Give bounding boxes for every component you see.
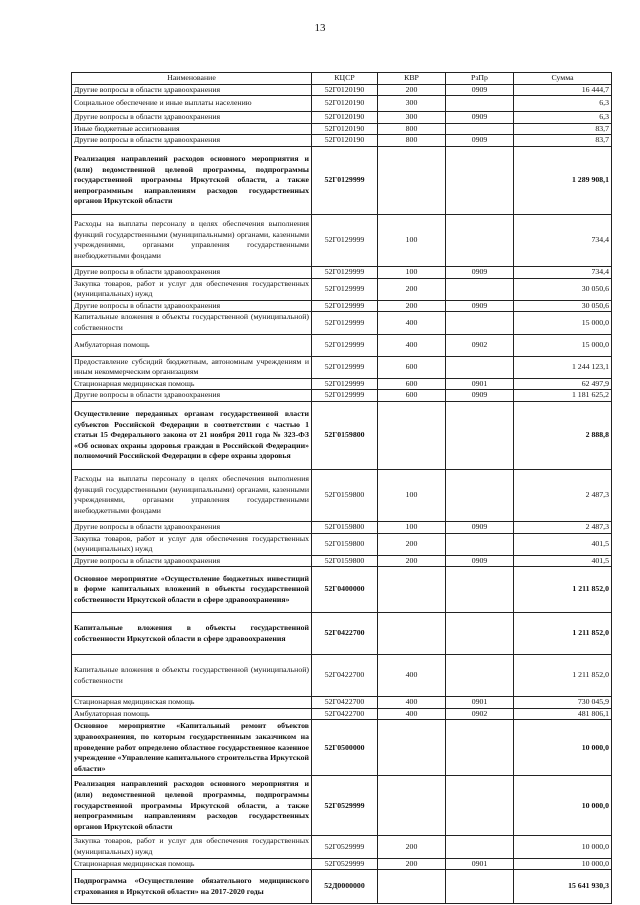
cell-kvr: 400: [378, 708, 446, 720]
cell-sum: 83,7: [514, 135, 612, 147]
cell-kvr: 200: [378, 533, 446, 555]
header-name: Наименование: [72, 73, 312, 85]
table-row: [72, 356, 612, 378]
cell-rzpr: 0909: [446, 555, 514, 567]
cell-name: Другие вопросы в области здравоохранения: [72, 521, 312, 533]
cell-name: Амбулаторная помощь: [72, 334, 312, 356]
cell-name: Закупка товаров, работ и услуг для обеспечения государственных (муниципальных) нужд: [72, 836, 312, 858]
cell-kvr: 100: [378, 214, 446, 266]
cell-sum: 10 000,0: [514, 836, 612, 858]
cell-kvr: 200: [378, 300, 446, 312]
table-row: [72, 858, 612, 870]
table-row: [72, 278, 612, 300]
header-kcsr: КЦСР: [312, 73, 378, 85]
cell-kvr: 300: [378, 112, 446, 124]
cell-kvr: [378, 567, 446, 613]
cell-rzpr: [446, 146, 514, 214]
cell-sum: 6,3: [514, 112, 612, 124]
cell-kvr: 200: [378, 858, 446, 870]
table-row: [72, 96, 612, 112]
cell-rzpr: [446, 870, 514, 904]
cell-kvr: 400: [378, 334, 446, 356]
cell-name: Основное мероприятие «Осуществление бюджетных инвестиций в форме капитальных вложений в объекты государственной собственности Иркутской области в сфере здравоохранения»: [72, 567, 312, 613]
cell-kcsr: 52Г0129999: [312, 378, 378, 390]
cell-name: Реализация направлений расходов основного мероприятия и (или) ведомственной целевой программы, подпрограммы государственной программы Иркутской области, а также непрограммным направлениям расходов государственных органов Иркутской области: [72, 146, 312, 214]
cell-sum: 10 000,0: [514, 858, 612, 870]
cell-sum: 730 045,9: [514, 697, 612, 709]
cell-rzpr: [446, 776, 514, 836]
cell-sum: 401,5: [514, 533, 612, 555]
cell-kvr: 400: [378, 697, 446, 709]
cell-rzpr: [446, 214, 514, 266]
table-row: [72, 266, 612, 278]
table-row: [72, 390, 612, 402]
cell-name: Капитальные вложения в объекты государственной (муниципальной) собственности: [72, 312, 312, 334]
cell-kvr: 400: [378, 655, 446, 697]
cell-rzpr: 0901: [446, 697, 514, 709]
cell-kcsr: 52Г0529999: [312, 836, 378, 858]
cell-name: Стационарная медицинская помощь: [72, 697, 312, 709]
table-row: [72, 469, 612, 521]
table-row: [72, 112, 612, 124]
cell-rzpr: 0901: [446, 858, 514, 870]
cell-kcsr: 52Г0120190: [312, 123, 378, 135]
cell-name: Капитальные вложения в объекты государственной собственности Иркутской области в сфере здравоохранения: [72, 613, 312, 655]
cell-name: Капитальные вложения в объекты государственной (муниципальной) собственности: [72, 655, 312, 697]
header-kvr: КВР: [378, 73, 446, 85]
cell-name: Амбулаторная помощь: [72, 708, 312, 720]
cell-name: Предоставление субсидий бюджетным, автономным учреждениям и иным некоммерческим организациям: [72, 356, 312, 378]
cell-sum: 1 181 625,2: [514, 390, 612, 402]
cell-name: Закупка товаров, работ и услуг для обеспечения государственных (муниципальных) нужд: [72, 533, 312, 555]
cell-name: Другие вопросы в области здравоохранения: [72, 135, 312, 147]
cell-sum: 15 000,0: [514, 312, 612, 334]
table-row: [72, 533, 612, 555]
cell-sum: 30 050,6: [514, 300, 612, 312]
table-row: [72, 697, 612, 709]
cell-sum: 1 244 123,1: [514, 356, 612, 378]
cell-rzpr: [446, 401, 514, 469]
cell-rzpr: [446, 655, 514, 697]
table-row: [72, 214, 612, 266]
header-rzpr: РзПр: [446, 73, 514, 85]
cell-kvr: [378, 720, 446, 776]
cell-rzpr: 0902: [446, 708, 514, 720]
cell-rzpr: 0909: [446, 521, 514, 533]
cell-kcsr: 52Г0159800: [312, 521, 378, 533]
budget-table: [71, 72, 612, 904]
cell-name: Закупка товаров, работ и услуг для обеспечения государственных (муниципальных) нужд: [72, 278, 312, 300]
cell-name: Социальное обеспечение и иные выплаты населению: [72, 96, 312, 112]
cell-kvr: 600: [378, 390, 446, 402]
cell-rzpr: [446, 533, 514, 555]
cell-kcsr: 52Г0500000: [312, 720, 378, 776]
cell-name: Другие вопросы в области здравоохранения: [72, 84, 312, 96]
table-row: [72, 300, 612, 312]
table-row: [72, 146, 612, 214]
cell-kvr: 600: [378, 378, 446, 390]
cell-kcsr: 52Г0129999: [312, 356, 378, 378]
table-row: [72, 836, 612, 858]
table-row: [72, 84, 612, 96]
cell-name: Иные бюджетные ассигнования: [72, 123, 312, 135]
cell-kcsr: 52Г0120190: [312, 112, 378, 124]
table-row: [72, 123, 612, 135]
cell-sum: 62 497,9: [514, 378, 612, 390]
table-row: [72, 613, 612, 655]
cell-rzpr: [446, 567, 514, 613]
cell-kvr: 400: [378, 312, 446, 334]
cell-sum: 734,4: [514, 214, 612, 266]
table-row: [72, 567, 612, 613]
cell-name: Другие вопросы в области здравоохранения: [72, 112, 312, 124]
header-sum: Сумма: [514, 73, 612, 85]
cell-sum: 15 000,0: [514, 334, 612, 356]
cell-kvr: [378, 613, 446, 655]
cell-rzpr: 0909: [446, 135, 514, 147]
table-row: [72, 870, 612, 904]
table-header-row: [72, 73, 612, 85]
cell-sum: 30 050,6: [514, 278, 612, 300]
cell-name: Расходы на выплаты персоналу в целях обеспечения выполнения функций государственными (муниципальными) органами, казенными учреждениями, органами управления государственными внебюджетными фондами: [72, 469, 312, 521]
cell-kvr: 100: [378, 521, 446, 533]
cell-sum: 2 888,8: [514, 401, 612, 469]
cell-kvr: 300: [378, 96, 446, 112]
table-row: [72, 378, 612, 390]
cell-kcsr: 52Г0120190: [312, 84, 378, 96]
table-row: [72, 135, 612, 147]
cell-kvr: 200: [378, 836, 446, 858]
cell-rzpr: [446, 312, 514, 334]
cell-kcsr: 52Г0422700: [312, 697, 378, 709]
cell-sum: 16 444,7: [514, 84, 612, 96]
cell-kcsr: 52Г0422700: [312, 655, 378, 697]
cell-kvr: 600: [378, 356, 446, 378]
cell-kvr: 100: [378, 266, 446, 278]
cell-sum: 1 211 852,0: [514, 655, 612, 697]
cell-rzpr: [446, 96, 514, 112]
cell-sum: 2 487,3: [514, 469, 612, 521]
cell-rzpr: [446, 278, 514, 300]
cell-rzpr: 0909: [446, 112, 514, 124]
cell-name: Расходы на выплаты персоналу в целях обеспечения выполнения функций государственными (муниципальными) органами, казенными учреждениями, органами управления государственными внебюджетными фондами: [72, 214, 312, 266]
cell-rzpr: [446, 836, 514, 858]
cell-rzpr: 0901: [446, 378, 514, 390]
cell-kcsr: 52Г0129999: [312, 146, 378, 214]
cell-kcsr: 52Г0129999: [312, 334, 378, 356]
cell-kcsr: 52Г0159800: [312, 555, 378, 567]
cell-kcsr: 52Г0529999: [312, 858, 378, 870]
table-body: [72, 84, 612, 904]
cell-name: Другие вопросы в области здравоохранения: [72, 266, 312, 278]
cell-kcsr: 52Г0129999: [312, 300, 378, 312]
cell-kcsr: 52Г0159800: [312, 469, 378, 521]
cell-kcsr: 52Г0422700: [312, 613, 378, 655]
cell-kcsr: 52Г0400000: [312, 567, 378, 613]
cell-kcsr: 52Г0129999: [312, 390, 378, 402]
cell-kcsr: 52Г0159800: [312, 401, 378, 469]
table-row: [72, 708, 612, 720]
cell-rzpr: 0909: [446, 300, 514, 312]
cell-rzpr: [446, 123, 514, 135]
cell-kcsr: 52Г0129999: [312, 266, 378, 278]
cell-kcsr: 52Г0422700: [312, 708, 378, 720]
table-row: [72, 521, 612, 533]
cell-kvr: 200: [378, 278, 446, 300]
cell-name: Реализация направлений расходов основного мероприятия и (или) ведомственной целевой программы, подпрограммы государственной программы Иркутской области, а также непрограммным направлениям расходов государственных органов Иркутской области: [72, 776, 312, 836]
cell-kvr: [378, 870, 446, 904]
table-row: [72, 312, 612, 334]
cell-kcsr: 52Д0000000: [312, 870, 378, 904]
cell-kvr: 800: [378, 135, 446, 147]
cell-name: Осуществление переданных органам государственной власти субъектов Российской Федерации в соответствии с частью 1 статьи 15 Федерального закона от 21 ноября 2011 года № 323-ФЗ «Об основах охраны здоровья граждан в Российской Федерации» полномочий Российской Федерации в сфере охраны здоровья: [72, 401, 312, 469]
table-row: [72, 776, 612, 836]
cell-kcsr: 52Г0120190: [312, 96, 378, 112]
cell-rzpr: 0909: [446, 266, 514, 278]
cell-sum: 2 487,3: [514, 521, 612, 533]
cell-sum: 1 211 852,0: [514, 613, 612, 655]
cell-rzpr: [446, 469, 514, 521]
cell-sum: 481 806,1: [514, 708, 612, 720]
table-row: [72, 334, 612, 356]
cell-rzpr: 0909: [446, 84, 514, 96]
cell-name: Стационарная медицинская помощь: [72, 858, 312, 870]
cell-kcsr: 52Г0129999: [312, 278, 378, 300]
cell-name: Другие вопросы в области здравоохранения: [72, 555, 312, 567]
cell-name: Стационарная медицинская помощь: [72, 378, 312, 390]
cell-kcsr: 52Г0129999: [312, 214, 378, 266]
table-row: [72, 720, 612, 776]
table-row: [72, 655, 612, 697]
cell-kvr: 200: [378, 84, 446, 96]
cell-kvr: 100: [378, 469, 446, 521]
cell-sum: 6,3: [514, 96, 612, 112]
cell-kcsr: 52Г0120190: [312, 135, 378, 147]
cell-kvr: 800: [378, 123, 446, 135]
cell-sum: 401,5: [514, 555, 612, 567]
cell-name: Другие вопросы в области здравоохранения: [72, 390, 312, 402]
table-row: [72, 555, 612, 567]
cell-rzpr: 0902: [446, 334, 514, 356]
cell-rzpr: [446, 356, 514, 378]
cell-sum: 10 000,0: [514, 776, 612, 836]
cell-kvr: 200: [378, 555, 446, 567]
cell-kvr: [378, 146, 446, 214]
table-row: [72, 401, 612, 469]
cell-rzpr: [446, 720, 514, 776]
cell-kcsr: 52Г0159800: [312, 533, 378, 555]
cell-sum: 10 000,0: [514, 720, 612, 776]
cell-name: Основное мероприятие «Капитальный ремонт объектов здравоохранения, по которым государственным заказчиком на проведение работ определено областное государственное казенное учреждение «Управление капитального строительства Иркутской области»: [72, 720, 312, 776]
cell-kvr: [378, 776, 446, 836]
cell-rzpr: 0909: [446, 390, 514, 402]
cell-sum: 734,4: [514, 266, 612, 278]
cell-name: Другие вопросы в области здравоохранения: [72, 300, 312, 312]
cell-rzpr: [446, 613, 514, 655]
cell-sum: 1 289 908,1: [514, 146, 612, 214]
cell-kcsr: 52Г0529999: [312, 776, 378, 836]
cell-name: Подпрограмма «Осуществление обязательного медицинского страхования в Иркутской области» на 2017-2020 годы: [72, 870, 312, 904]
cell-kcsr: 52Г0129999: [312, 312, 378, 334]
cell-sum: 15 641 930,3: [514, 870, 612, 904]
page-number: 13: [314, 22, 326, 34]
cell-kvr: [378, 401, 446, 469]
cell-sum: 1 211 852,0: [514, 567, 612, 613]
cell-sum: 83,7: [514, 123, 612, 135]
